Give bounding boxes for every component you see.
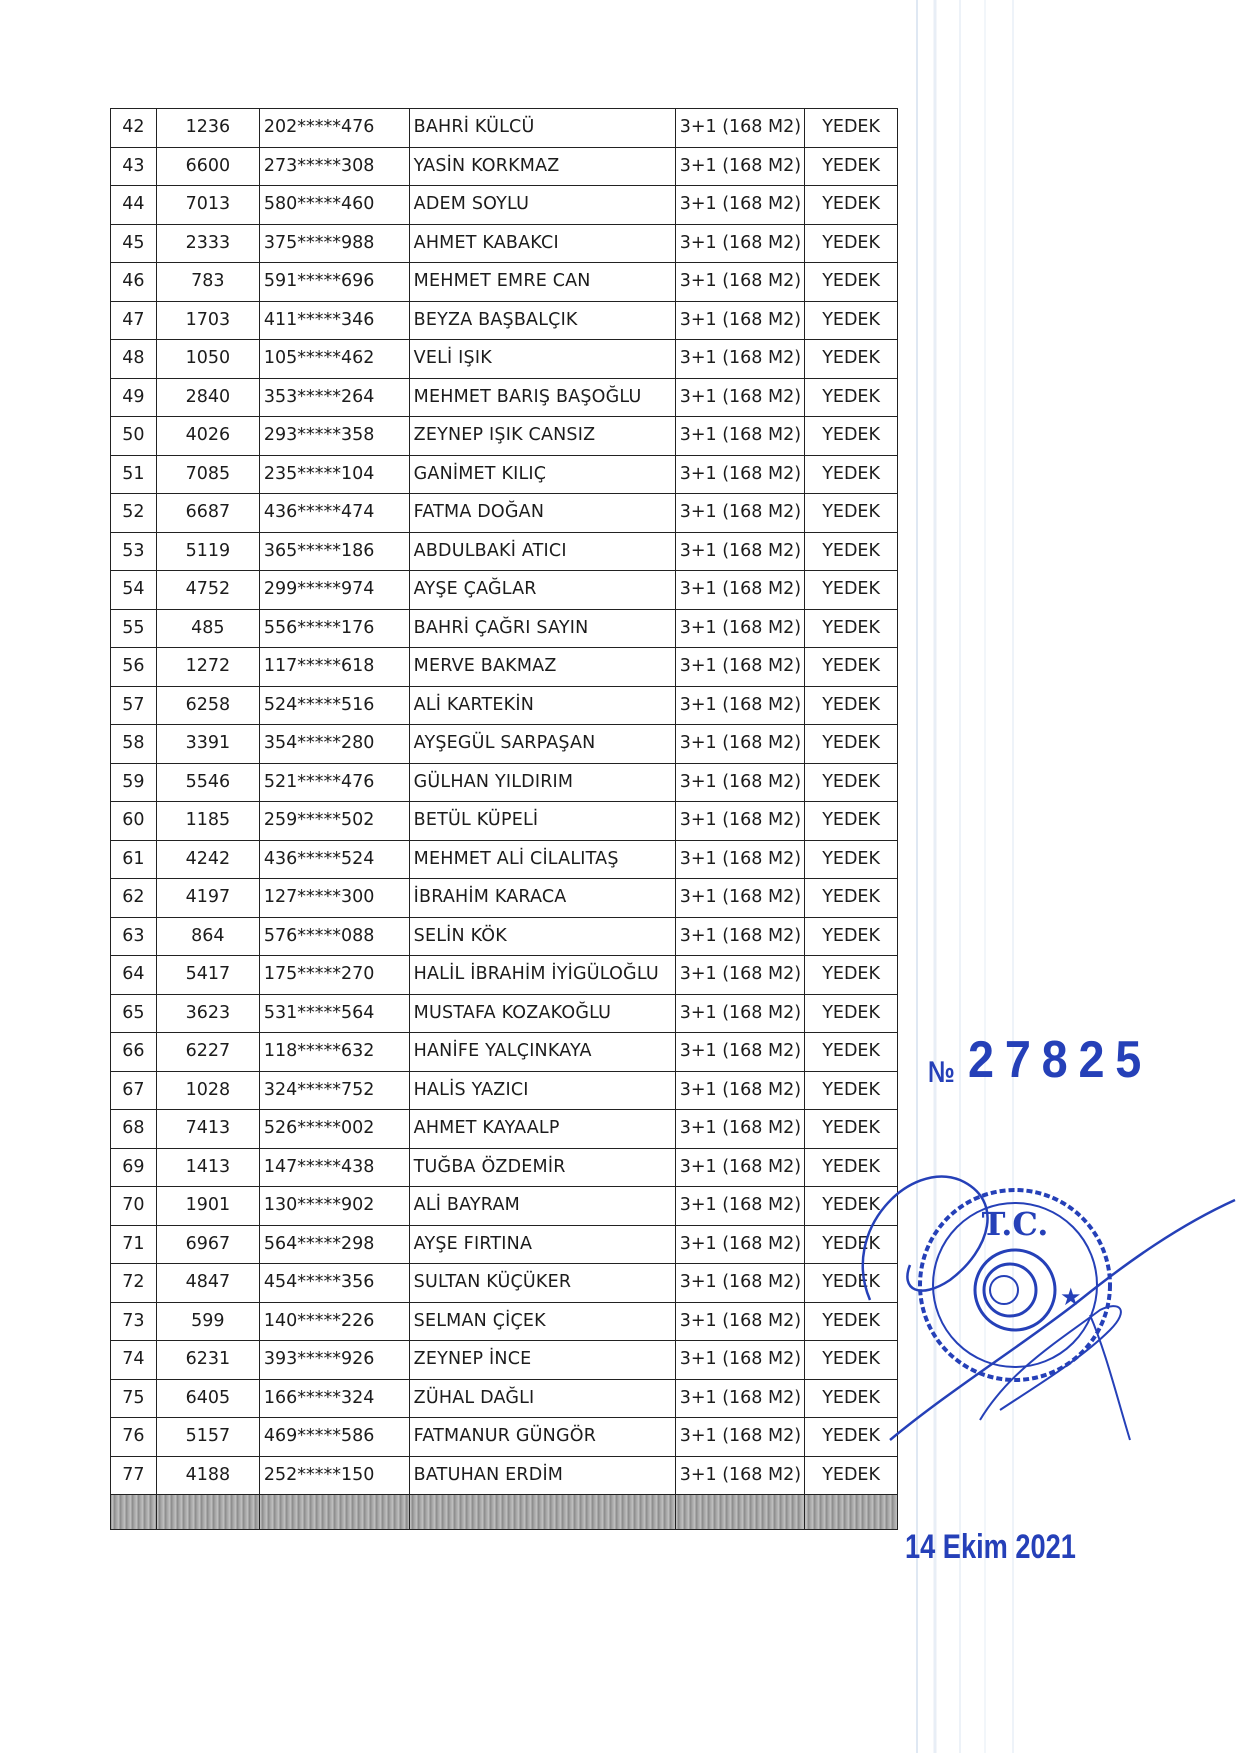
unit-type-cell: 3+1 (168 M2) [675, 994, 804, 1033]
unit-type-cell: 3+1 (168 M2) [675, 109, 804, 148]
status-cell: YEDEK [805, 956, 898, 995]
masked-id-cell: 411*****346 [259, 301, 409, 340]
lot-number-cell: 6687 [156, 494, 259, 533]
table-row [111, 1418, 898, 1457]
person-name-cell: ZÜHAL DAĞLI [409, 1379, 675, 1418]
unit-type-cell: 3+1 (168 M2) [675, 725, 804, 764]
row-number-cell: 54 [111, 571, 157, 610]
masked-id-cell: 526*****002 [259, 1110, 409, 1149]
status-cell: YEDEK [805, 1033, 898, 1072]
unit-type-cell: 3+1 (168 M2) [675, 1341, 804, 1380]
footer-cell [675, 1495, 804, 1530]
lot-number-cell: 485 [156, 609, 259, 648]
lot-number-cell: 1413 [156, 1148, 259, 1187]
lot-number-cell: 599 [156, 1302, 259, 1341]
table-row [111, 725, 898, 764]
masked-id-cell: 293*****358 [259, 417, 409, 456]
lot-number-cell: 783 [156, 263, 259, 302]
table-row [111, 224, 898, 263]
status-cell: YEDEK [805, 1379, 898, 1418]
unit-type-cell: 3+1 (168 M2) [675, 378, 804, 417]
masked-id-cell: 117*****618 [259, 648, 409, 687]
table-row [111, 147, 898, 186]
status-cell: YEDEK [805, 994, 898, 1033]
row-number-cell: 70 [111, 1187, 157, 1226]
table-row [111, 378, 898, 417]
table-row [111, 802, 898, 841]
table-row [111, 186, 898, 225]
row-number-cell: 72 [111, 1264, 157, 1303]
footer-cell [111, 1495, 157, 1530]
person-name-cell: SELMAN ÇİÇEK [409, 1302, 675, 1341]
status-cell: YEDEK [805, 686, 898, 725]
status-cell: YEDEK [805, 1418, 898, 1457]
seal-text: T.C. [981, 1205, 1049, 1243]
unit-type-cell: 3+1 (168 M2) [675, 1148, 804, 1187]
masked-id-cell: 354*****280 [259, 725, 409, 764]
table-row [111, 994, 898, 1033]
row-number-cell: 74 [111, 1341, 157, 1380]
row-number-cell: 63 [111, 917, 157, 956]
masked-id-cell: 324*****752 [259, 1071, 409, 1110]
lot-number-cell: 3623 [156, 994, 259, 1033]
masked-id-cell: 130*****902 [259, 1187, 409, 1226]
masked-id-cell: 591*****696 [259, 263, 409, 302]
table-row [111, 648, 898, 687]
status-cell: YEDEK [805, 879, 898, 918]
masked-id-cell: 273*****308 [259, 147, 409, 186]
person-name-cell: BEYZA BAŞBALÇIK [409, 301, 675, 340]
row-number-cell: 56 [111, 648, 157, 687]
page-edge-shadow [905, 0, 1105, 1753]
status-cell: YEDEK [805, 147, 898, 186]
lot-number-cell: 5119 [156, 532, 259, 571]
status-cell: YEDEK [805, 109, 898, 148]
unit-type-cell: 3+1 (168 M2) [675, 1379, 804, 1418]
status-cell: YEDEK [805, 763, 898, 802]
row-number-cell: 52 [111, 494, 157, 533]
status-cell: YEDEK [805, 1302, 898, 1341]
unit-type-cell: 3+1 (168 M2) [675, 802, 804, 841]
unit-type-cell: 3+1 (168 M2) [675, 186, 804, 225]
table-row [111, 417, 898, 456]
masked-id-cell: 454*****356 [259, 1264, 409, 1303]
masked-id-cell: 556*****176 [259, 609, 409, 648]
person-name-cell: YASİN KORKMAZ [409, 147, 675, 186]
row-number-cell: 61 [111, 840, 157, 879]
status-cell: YEDEK [805, 1225, 898, 1264]
unit-type-cell: 3+1 (168 M2) [675, 147, 804, 186]
row-number-cell: 66 [111, 1033, 157, 1072]
masked-id-cell: 140*****226 [259, 1302, 409, 1341]
lot-number-cell: 4026 [156, 417, 259, 456]
masked-id-cell: 436*****474 [259, 494, 409, 533]
footer-cell [259, 1495, 409, 1530]
person-name-cell: ABDULBAKİ ATICI [409, 532, 675, 571]
lot-number-cell: 5546 [156, 763, 259, 802]
footer-cell [156, 1495, 259, 1530]
unit-type-cell: 3+1 (168 M2) [675, 1302, 804, 1341]
masked-id-cell: 147*****438 [259, 1148, 409, 1187]
unit-type-cell: 3+1 (168 M2) [675, 224, 804, 263]
person-name-cell: BETÜL KÜPELİ [409, 802, 675, 841]
lot-number-cell: 864 [156, 917, 259, 956]
person-name-cell: ALİ BAYRAM [409, 1187, 675, 1226]
row-number-cell: 44 [111, 186, 157, 225]
row-number-cell: 77 [111, 1456, 157, 1495]
status-cell: YEDEK [805, 725, 898, 764]
lot-number-cell: 1028 [156, 1071, 259, 1110]
table-row [111, 571, 898, 610]
table-row [111, 1187, 898, 1226]
status-cell: YEDEK [805, 455, 898, 494]
serial-prefix: № [928, 1056, 955, 1089]
row-number-cell: 57 [111, 686, 157, 725]
person-name-cell: BATUHAN ERDİM [409, 1456, 675, 1495]
row-number-cell: 45 [111, 224, 157, 263]
masked-id-cell: 436*****524 [259, 840, 409, 879]
lot-number-cell: 5417 [156, 956, 259, 995]
unit-type-cell: 3+1 (168 M2) [675, 686, 804, 725]
signature-scribble [830, 1140, 1240, 1480]
masked-id-cell: 118*****632 [259, 1033, 409, 1072]
lot-number-cell: 4847 [156, 1264, 259, 1303]
person-name-cell: AHMET KABAKCI [409, 224, 675, 263]
lot-number-cell: 5157 [156, 1418, 259, 1457]
unit-type-cell: 3+1 (168 M2) [675, 956, 804, 995]
masked-id-cell: 127*****300 [259, 879, 409, 918]
table-row [111, 455, 898, 494]
person-name-cell: SULTAN KÜÇÜKER [409, 1264, 675, 1303]
masked-id-cell: 299*****974 [259, 571, 409, 610]
person-name-cell: MEHMET EMRE CAN [409, 263, 675, 302]
row-number-cell: 46 [111, 263, 157, 302]
table-footer-row [111, 1495, 898, 1530]
masked-id-cell: 353*****264 [259, 378, 409, 417]
status-cell: YEDEK [805, 417, 898, 456]
status-cell: YEDEK [805, 609, 898, 648]
lot-number-cell: 7085 [156, 455, 259, 494]
unit-type-cell: 3+1 (168 M2) [675, 917, 804, 956]
lot-number-cell: 4197 [156, 879, 259, 918]
table-row [111, 1110, 898, 1149]
table-row [111, 763, 898, 802]
table-row [111, 1341, 898, 1380]
status-cell: YEDEK [805, 1341, 898, 1380]
masked-id-cell: 252*****150 [259, 1456, 409, 1495]
person-name-cell: TUĞBA ÖZDEMİR [409, 1148, 675, 1187]
person-name-cell: ZEYNEP IŞIK CANSIZ [409, 417, 675, 456]
person-name-cell: ADEM SOYLU [409, 186, 675, 225]
lot-number-cell: 3391 [156, 725, 259, 764]
lot-number-cell: 4752 [156, 571, 259, 610]
masked-id-cell: 521*****476 [259, 763, 409, 802]
lot-number-cell: 4188 [156, 1456, 259, 1495]
row-number-cell: 64 [111, 956, 157, 995]
table-row [111, 956, 898, 995]
row-number-cell: 76 [111, 1418, 157, 1457]
row-number-cell: 51 [111, 455, 157, 494]
masked-id-cell: 375*****988 [259, 224, 409, 263]
status-cell: YEDEK [805, 1110, 898, 1149]
person-name-cell: AYŞE FIRTINA [409, 1225, 675, 1264]
table-row [111, 532, 898, 571]
masked-id-cell: 202*****476 [259, 109, 409, 148]
unit-type-cell: 3+1 (168 M2) [675, 763, 804, 802]
unit-type-cell: 3+1 (168 M2) [675, 263, 804, 302]
masked-id-cell: 524*****516 [259, 686, 409, 725]
lot-number-cell: 6227 [156, 1033, 259, 1072]
status-cell: YEDEK [805, 532, 898, 571]
row-number-cell: 62 [111, 879, 157, 918]
table-row [111, 494, 898, 533]
person-name-cell: BAHRİ ÇAĞRI SAYIN [409, 609, 675, 648]
unit-type-cell: 3+1 (168 M2) [675, 840, 804, 879]
row-number-cell: 43 [111, 147, 157, 186]
person-name-cell: MEHMET BARIŞ BAŞOĞLU [409, 378, 675, 417]
row-number-cell: 50 [111, 417, 157, 456]
status-cell: YEDEK [805, 840, 898, 879]
lot-number-cell: 1272 [156, 648, 259, 687]
masked-id-cell: 235*****104 [259, 455, 409, 494]
lot-number-cell: 1185 [156, 802, 259, 841]
table-row [111, 340, 898, 379]
status-cell: YEDEK [805, 1264, 898, 1303]
row-number-cell: 55 [111, 609, 157, 648]
unit-type-cell: 3+1 (168 M2) [675, 301, 804, 340]
row-number-cell: 71 [111, 1225, 157, 1264]
unit-type-cell: 3+1 (168 M2) [675, 1225, 804, 1264]
person-name-cell: HANİFE YALÇINKAYA [409, 1033, 675, 1072]
status-cell: YEDEK [805, 301, 898, 340]
row-number-cell: 53 [111, 532, 157, 571]
status-cell: YEDEK [805, 1456, 898, 1495]
unit-type-cell: 3+1 (168 M2) [675, 571, 804, 610]
person-name-cell: MEHMET ALİ CİLALITAŞ [409, 840, 675, 879]
lot-number-cell: 1236 [156, 109, 259, 148]
row-number-cell: 49 [111, 378, 157, 417]
row-number-cell: 73 [111, 1302, 157, 1341]
table-row [111, 1225, 898, 1264]
table-row [111, 1071, 898, 1110]
person-name-cell: AYŞE ÇAĞLAR [409, 571, 675, 610]
person-name-cell: MUSTAFA KOZAKOĞLU [409, 994, 675, 1033]
lot-number-cell: 6600 [156, 147, 259, 186]
row-number-cell: 67 [111, 1071, 157, 1110]
lot-number-cell: 6258 [156, 686, 259, 725]
lot-number-cell: 1703 [156, 301, 259, 340]
masked-id-cell: 175*****270 [259, 956, 409, 995]
person-name-cell: BAHRİ KÜLCÜ [409, 109, 675, 148]
status-cell: YEDEK [805, 917, 898, 956]
lot-number-cell: 7413 [156, 1110, 259, 1149]
masked-id-cell: 259*****502 [259, 802, 409, 841]
person-name-cell: GANİMET KILIÇ [409, 455, 675, 494]
status-cell: YEDEK [805, 648, 898, 687]
table-row [111, 1379, 898, 1418]
row-number-cell: 59 [111, 763, 157, 802]
row-number-cell: 60 [111, 802, 157, 841]
row-number-cell: 47 [111, 301, 157, 340]
status-cell: YEDEK [805, 224, 898, 263]
lot-number-cell: 6231 [156, 1341, 259, 1380]
lot-number-cell: 1901 [156, 1187, 259, 1226]
person-name-cell: MERVE BAKMAZ [409, 648, 675, 687]
status-cell: YEDEK [805, 494, 898, 533]
masked-id-cell: 105*****462 [259, 340, 409, 379]
table-row [111, 1456, 898, 1495]
masked-id-cell: 365*****186 [259, 532, 409, 571]
footer-cell [409, 1495, 675, 1530]
masked-id-cell: 531*****564 [259, 994, 409, 1033]
status-cell: YEDEK [805, 1071, 898, 1110]
status-cell: YEDEK [805, 571, 898, 610]
date-stamp: 14 Ekim 2021 [905, 1528, 1076, 1566]
unit-type-cell: 3+1 (168 M2) [675, 417, 804, 456]
status-cell: YEDEK [805, 1148, 898, 1187]
unit-type-cell: 3+1 (168 M2) [675, 532, 804, 571]
lot-number-cell: 2333 [156, 224, 259, 263]
serial-number: 27825 [968, 1031, 1153, 1089]
status-cell: YEDEK [805, 802, 898, 841]
table-row [111, 109, 898, 148]
reserve-list-table [110, 108, 898, 1530]
masked-id-cell: 564*****298 [259, 1225, 409, 1264]
row-number-cell: 75 [111, 1379, 157, 1418]
table-row [111, 1264, 898, 1303]
table-row [111, 1302, 898, 1341]
table-row [111, 609, 898, 648]
footer-cell [805, 1495, 898, 1530]
table-row [111, 1148, 898, 1187]
person-name-cell: HALİS YAZICI [409, 1071, 675, 1110]
table-row [111, 840, 898, 879]
person-name-cell: GÜLHAN YILDIRIM [409, 763, 675, 802]
unit-type-cell: 3+1 (168 M2) [675, 879, 804, 918]
table-row [111, 917, 898, 956]
row-number-cell: 68 [111, 1110, 157, 1149]
row-number-cell: 48 [111, 340, 157, 379]
lot-number-cell: 4242 [156, 840, 259, 879]
row-number-cell: 58 [111, 725, 157, 764]
lot-number-cell: 6967 [156, 1225, 259, 1264]
unit-type-cell: 3+1 (168 M2) [675, 1456, 804, 1495]
table-row [111, 301, 898, 340]
lot-number-cell: 2840 [156, 378, 259, 417]
lot-number-cell: 1050 [156, 340, 259, 379]
status-cell: YEDEK [805, 1187, 898, 1226]
unit-type-cell: 3+1 (168 M2) [675, 1187, 804, 1226]
lot-number-cell: 6405 [156, 1379, 259, 1418]
status-cell: YEDEK [805, 186, 898, 225]
masked-id-cell: 393*****926 [259, 1341, 409, 1380]
masked-id-cell: 469*****586 [259, 1418, 409, 1457]
person-name-cell: AYŞEGÜL SARPAŞAN [409, 725, 675, 764]
lot-number-cell: 7013 [156, 186, 259, 225]
person-name-cell: HALİL İBRAHİM İYİGÜLOĞLU [409, 956, 675, 995]
table-row [111, 879, 898, 918]
status-cell: YEDEK [805, 263, 898, 302]
row-number-cell: 42 [111, 109, 157, 148]
svg-text:★: ★ [1060, 1283, 1082, 1311]
person-name-cell: FATMANUR GÜNGÖR [409, 1418, 675, 1457]
unit-type-cell: 3+1 (168 M2) [675, 1110, 804, 1149]
masked-id-cell: 576*****088 [259, 917, 409, 956]
person-name-cell: AHMET KAYAALP [409, 1110, 675, 1149]
table-body [111, 109, 898, 1495]
masked-id-cell: 166*****324 [259, 1379, 409, 1418]
unit-type-cell: 3+1 (168 M2) [675, 340, 804, 379]
person-name-cell: VELİ IŞIK [409, 340, 675, 379]
table-row [111, 1033, 898, 1072]
person-name-cell: SELİN KÖK [409, 917, 675, 956]
unit-type-cell: 3+1 (168 M2) [675, 648, 804, 687]
status-cell: YEDEK [805, 378, 898, 417]
unit-type-cell: 3+1 (168 M2) [675, 455, 804, 494]
unit-type-cell: 3+1 (168 M2) [675, 1418, 804, 1457]
status-cell: YEDEK [805, 340, 898, 379]
unit-type-cell: 3+1 (168 M2) [675, 494, 804, 533]
table-row [111, 263, 898, 302]
unit-type-cell: 3+1 (168 M2) [675, 1033, 804, 1072]
masked-id-cell: 580*****460 [259, 186, 409, 225]
person-name-cell: FATMA DOĞAN [409, 494, 675, 533]
table-row [111, 686, 898, 725]
row-number-cell: 65 [111, 994, 157, 1033]
person-name-cell: İBRAHİM KARACA [409, 879, 675, 918]
person-name-cell: ALİ KARTEKİN [409, 686, 675, 725]
unit-type-cell: 3+1 (168 M2) [675, 1071, 804, 1110]
person-name-cell: ZEYNEP İNCE [409, 1341, 675, 1380]
row-number-cell: 69 [111, 1148, 157, 1187]
unit-type-cell: 3+1 (168 M2) [675, 609, 804, 648]
unit-type-cell: 3+1 (168 M2) [675, 1264, 804, 1303]
